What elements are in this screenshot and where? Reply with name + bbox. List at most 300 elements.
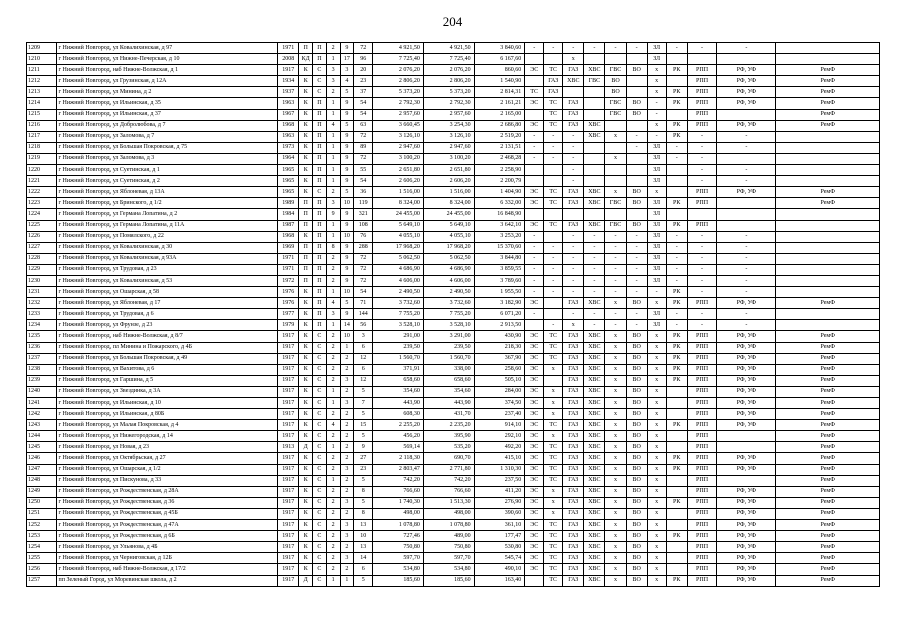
table-cell: К bbox=[299, 553, 313, 564]
table-cell: 2 bbox=[340, 453, 354, 464]
table-cell: РК bbox=[666, 331, 687, 342]
table-cell: - bbox=[626, 309, 647, 320]
table-cell: ВО bbox=[626, 353, 647, 364]
table-cell: 9 bbox=[340, 131, 354, 142]
table-cell: 36 bbox=[354, 187, 373, 198]
table-cell: ГАЗ bbox=[563, 431, 584, 442]
table-cell: г Нижний Новгород, ул Трудовая, д 23 bbox=[56, 264, 278, 275]
table-cell bbox=[525, 54, 544, 65]
table-cell: ХВС bbox=[584, 331, 605, 342]
table-cell: х bbox=[605, 431, 626, 442]
table-row bbox=[27, 520, 880, 531]
table-cell: РПП bbox=[687, 298, 717, 309]
table-cell: 2 bbox=[326, 375, 340, 386]
table-cell: РемФ bbox=[776, 409, 880, 420]
table-cell: ЭС bbox=[525, 564, 544, 575]
table-cell: ЗЛ bbox=[647, 153, 666, 164]
table-cell: ВО bbox=[626, 575, 647, 586]
table-cell: 1239 bbox=[27, 375, 57, 386]
table-cell: РемФ bbox=[776, 508, 880, 519]
table-cell: г Нижний Новгород, ул Рождественская, д 47А bbox=[56, 520, 278, 531]
table-cell: 3 bbox=[340, 398, 354, 409]
table-cell: 1243 bbox=[27, 420, 57, 431]
table-cell: ХВС bbox=[584, 386, 605, 397]
table-cell: 2 bbox=[326, 253, 340, 264]
table-cell: РПП bbox=[687, 386, 717, 397]
table-cell: - bbox=[717, 253, 776, 264]
table-cell: РФ, УФ bbox=[717, 409, 776, 420]
table-cell: 750,80 bbox=[373, 542, 424, 553]
table-cell: ЭС bbox=[525, 442, 544, 453]
table-cell: РК bbox=[666, 364, 687, 375]
table-cell: ГАЗ bbox=[563, 353, 584, 364]
table-cell: ХВС bbox=[584, 553, 605, 564]
table-cell: 1 bbox=[326, 320, 340, 331]
table-cell: ГАЗ bbox=[544, 76, 563, 87]
table-cell: 2 bbox=[326, 331, 340, 342]
table-cell: ЭС bbox=[525, 331, 544, 342]
table-cell: КД bbox=[299, 54, 313, 65]
table-cell: РПП bbox=[687, 353, 717, 364]
table-cell: ГАЗ bbox=[563, 531, 584, 542]
table-cell: 498,00 bbox=[423, 508, 474, 519]
table-cell: К bbox=[299, 364, 313, 375]
table-cell: 2 118,30 bbox=[373, 453, 424, 464]
table-cell: - bbox=[605, 231, 626, 242]
table-cell: 443,90 bbox=[423, 398, 474, 409]
table-row bbox=[27, 431, 880, 442]
table-cell: РФ, УФ bbox=[717, 298, 776, 309]
table-cell: С bbox=[313, 331, 327, 342]
table-cell: ГАЗ bbox=[563, 442, 584, 453]
table-cell: РПП bbox=[687, 553, 717, 564]
table-cell: П bbox=[313, 153, 327, 164]
table-cell: 10 bbox=[340, 198, 354, 209]
table-cell: х bbox=[544, 431, 563, 442]
table-cell: 2 bbox=[326, 542, 340, 553]
table-cell: 2 bbox=[340, 364, 354, 375]
table-cell: 1219 bbox=[27, 153, 57, 164]
table-cell: 1 bbox=[340, 342, 354, 353]
table-cell: 5 bbox=[354, 409, 373, 420]
table-cell: РК bbox=[666, 497, 687, 508]
table-cell: ТС bbox=[544, 575, 563, 586]
table-cell: г Нижний Новгород, ул Большая Покровская, д 49 bbox=[56, 353, 278, 364]
table-cell: С bbox=[313, 342, 327, 353]
table-row bbox=[27, 209, 880, 220]
table-cell: К bbox=[299, 187, 313, 198]
table-cell: ВО bbox=[626, 531, 647, 542]
table-cell: х bbox=[605, 542, 626, 553]
table-cell: 1917 bbox=[278, 420, 299, 431]
table-cell bbox=[776, 209, 880, 220]
table-cell: х bbox=[605, 453, 626, 464]
table-cell: ЗЛ bbox=[647, 264, 666, 275]
table-cell: - bbox=[666, 264, 687, 275]
table-cell: 1965 bbox=[278, 165, 299, 176]
table-cell bbox=[666, 431, 687, 442]
table-cell: 1965 bbox=[278, 187, 299, 198]
table-cell: ГАЗ bbox=[563, 65, 584, 76]
table-cell: 1231 bbox=[27, 287, 57, 298]
table-cell: РПП bbox=[687, 120, 717, 131]
table-cell: 5 bbox=[340, 120, 354, 131]
table-cell: РК bbox=[666, 198, 687, 209]
table-cell: РемФ bbox=[776, 76, 880, 87]
table-cell: 1215 bbox=[27, 109, 57, 120]
table-cell: ЗЛ bbox=[647, 242, 666, 253]
table-cell: 1 bbox=[326, 176, 340, 187]
table-cell bbox=[584, 87, 605, 98]
table-cell: К bbox=[299, 76, 313, 87]
table-cell: - bbox=[647, 109, 666, 120]
table-cell: х bbox=[647, 87, 666, 98]
table-cell: 9 bbox=[340, 153, 354, 164]
table-cell: 390,60 bbox=[474, 508, 525, 519]
table-cell bbox=[666, 542, 687, 553]
table-cell: х bbox=[605, 331, 626, 342]
table-cell: г Нижний Новгород, ул Черниговская, д 12Б bbox=[56, 553, 278, 564]
table-cell: РемФ bbox=[776, 497, 880, 508]
table-cell: - bbox=[563, 309, 584, 320]
table-cell bbox=[776, 264, 880, 275]
table-cell: П bbox=[313, 231, 327, 242]
table-cell: 72 bbox=[354, 275, 373, 286]
table-cell: - bbox=[563, 131, 584, 142]
table-cell: РПП bbox=[687, 520, 717, 531]
table-row bbox=[27, 242, 880, 253]
table-cell bbox=[626, 165, 647, 176]
table-cell: 1209 bbox=[27, 43, 57, 54]
table-cell: 2 490,50 bbox=[423, 287, 474, 298]
table-cell: 3 bbox=[340, 497, 354, 508]
table-cell: 1 bbox=[326, 142, 340, 153]
table-cell: ЗЛ bbox=[647, 43, 666, 54]
table-cell bbox=[776, 287, 880, 298]
table-cell: С bbox=[313, 87, 327, 98]
table-cell: 1917 bbox=[278, 364, 299, 375]
table-cell: - bbox=[626, 43, 647, 54]
table-cell: - bbox=[626, 231, 647, 242]
table-cell: 1 516,00 bbox=[373, 187, 424, 198]
table-cell: РемФ bbox=[776, 198, 880, 209]
table-cell: х bbox=[605, 409, 626, 420]
page-number: 204 bbox=[442, 14, 463, 29]
table-cell: ХВС bbox=[584, 431, 605, 442]
table-cell: 4 bbox=[340, 76, 354, 87]
table-cell bbox=[525, 109, 544, 120]
table-cell: 2 947,60 bbox=[423, 142, 474, 153]
table-cell: ХВС bbox=[584, 120, 605, 131]
table-cell: 237,50 bbox=[474, 475, 525, 486]
table-cell: 597,70 bbox=[423, 553, 474, 564]
table-cell: 1984 bbox=[278, 209, 299, 220]
table-cell: С bbox=[313, 475, 327, 486]
table-cell: ТС bbox=[544, 453, 563, 464]
table-cell: - bbox=[605, 264, 626, 275]
table-cell: ХВС bbox=[584, 497, 605, 508]
table-cell: 2 131,51 bbox=[474, 142, 525, 153]
table-row bbox=[27, 153, 880, 164]
table-cell: х bbox=[647, 353, 666, 364]
table-cell: П bbox=[313, 309, 327, 320]
table-cell: х bbox=[605, 486, 626, 497]
table-cell bbox=[776, 153, 880, 164]
table-cell: ЭС bbox=[525, 542, 544, 553]
table-cell: ТС bbox=[544, 475, 563, 486]
table-cell: - bbox=[544, 242, 563, 253]
table-cell: ТС bbox=[544, 342, 563, 353]
table-cell: 12 bbox=[354, 375, 373, 386]
table-cell: - bbox=[666, 309, 687, 320]
table-cell: 1 bbox=[326, 131, 340, 142]
table-cell: - bbox=[563, 275, 584, 286]
table-cell: П bbox=[299, 43, 313, 54]
table-cell: 3 642,10 bbox=[474, 220, 525, 231]
table-row bbox=[27, 553, 880, 564]
table-cell: ЗЛ bbox=[647, 275, 666, 286]
table-cell: 10 bbox=[340, 231, 354, 242]
table-cell: РПП bbox=[687, 398, 717, 409]
table-cell: ЭС bbox=[525, 409, 544, 420]
table-cell: х bbox=[647, 508, 666, 519]
table-cell: 1246 bbox=[27, 453, 57, 464]
table-cell: П bbox=[313, 198, 327, 209]
table-cell: 1233 bbox=[27, 309, 57, 320]
table-cell: К bbox=[299, 398, 313, 409]
table-cell: - bbox=[687, 309, 717, 320]
table-cell bbox=[626, 209, 647, 220]
table-cell bbox=[525, 165, 544, 176]
table-cell: ТС bbox=[544, 353, 563, 364]
table-cell: РПП bbox=[687, 76, 717, 87]
table-cell: 1971 bbox=[278, 253, 299, 264]
table-cell bbox=[525, 320, 544, 331]
table-cell: - bbox=[584, 231, 605, 242]
table-cell: г Нижний Новгород, ул Ульянова, д 4Б bbox=[56, 542, 278, 553]
table-cell: 2 651,80 bbox=[423, 165, 474, 176]
table-cell: П bbox=[313, 242, 327, 253]
table-cell: - bbox=[544, 320, 563, 331]
table-cell: 9 bbox=[340, 253, 354, 264]
table-cell: 9 bbox=[340, 98, 354, 109]
table-cell: ХВС bbox=[584, 409, 605, 420]
table-cell: - bbox=[626, 320, 647, 331]
table-cell: 4 606,00 bbox=[423, 275, 474, 286]
table-cell: ГАЗ bbox=[563, 198, 584, 209]
table-cell: 4 686,90 bbox=[423, 264, 474, 275]
table-cell: РемФ bbox=[776, 109, 880, 120]
table-cell: ВО bbox=[626, 298, 647, 309]
table-cell: ВО bbox=[626, 464, 647, 475]
table-cell: х bbox=[647, 76, 666, 87]
table-cell bbox=[626, 76, 647, 87]
table-cell: РемФ bbox=[776, 364, 880, 375]
table-cell: 177,47 bbox=[474, 531, 525, 542]
table-cell: 3 bbox=[340, 464, 354, 475]
table-cell: 5 bbox=[340, 87, 354, 98]
table-cell: РФ, УФ bbox=[717, 575, 776, 586]
table-cell: 1232 bbox=[27, 298, 57, 309]
table-cell: 2 161,21 bbox=[474, 98, 525, 109]
table-cell: К bbox=[299, 98, 313, 109]
table-cell: К bbox=[299, 542, 313, 553]
table-cell: 3 859,55 bbox=[474, 264, 525, 275]
table-cell: - bbox=[647, 287, 666, 298]
table-cell: 4 686,90 bbox=[373, 264, 424, 275]
table-cell: К bbox=[299, 486, 313, 497]
table-cell: С bbox=[313, 497, 327, 508]
table-cell: РФ, УФ bbox=[717, 508, 776, 519]
table-cell: - bbox=[687, 275, 717, 286]
table-cell: ХВС bbox=[584, 420, 605, 431]
table-cell: 1 bbox=[340, 575, 354, 586]
table-cell: ВО bbox=[626, 98, 647, 109]
table-cell: ВО bbox=[626, 520, 647, 531]
table-cell: х bbox=[647, 564, 666, 575]
table-cell: ВО bbox=[626, 198, 647, 209]
table-cell: 1 078,80 bbox=[373, 520, 424, 531]
table-cell: - bbox=[563, 242, 584, 253]
table-cell: х bbox=[605, 386, 626, 397]
table-cell: К bbox=[299, 298, 313, 309]
table-cell: 288 bbox=[354, 242, 373, 253]
table-cell: - bbox=[717, 165, 776, 176]
table-cell: - bbox=[717, 264, 776, 275]
table-cell: ТС bbox=[544, 65, 563, 76]
table-cell: - bbox=[717, 275, 776, 286]
table-cell: г Нижний Новгород, наб Нижне-Волжская, д 1 bbox=[56, 65, 278, 76]
table-cell: 1 404,90 bbox=[474, 187, 525, 198]
table-cell: 1989 bbox=[278, 198, 299, 209]
table-cell: 1252 bbox=[27, 520, 57, 531]
table-cell: 1964 bbox=[278, 153, 299, 164]
table-cell: 17 968,20 bbox=[373, 242, 424, 253]
table-cell: ТС bbox=[544, 442, 563, 453]
table-cell: К bbox=[299, 431, 313, 442]
table-cell: 1216 bbox=[27, 120, 57, 131]
table-cell: г Нижний Новгород, ул Рождественская, д 45Б bbox=[56, 508, 278, 519]
table-cell: ЭС bbox=[525, 353, 544, 364]
table-cell: г Нижний Новгород, ул Суетинская, д 1 bbox=[56, 165, 278, 176]
table-cell: 1254 bbox=[27, 542, 57, 553]
table-cell: г Нижний Новгород, пл Минина и Пожарского, д 4Б bbox=[56, 342, 278, 353]
table-cell: 23 bbox=[354, 76, 373, 87]
table-cell: П bbox=[313, 43, 327, 54]
table-cell: ХВС bbox=[584, 531, 605, 542]
table-row bbox=[27, 386, 880, 397]
table-cell: 7 725,40 bbox=[373, 54, 424, 65]
table-cell: РемФ bbox=[776, 575, 880, 586]
table-cell bbox=[544, 165, 563, 176]
table-cell: х bbox=[647, 475, 666, 486]
table-cell: 1242 bbox=[27, 409, 57, 420]
table-cell: ВО bbox=[626, 486, 647, 497]
table-row bbox=[27, 331, 880, 342]
table-cell bbox=[776, 131, 880, 142]
table-row bbox=[27, 231, 880, 242]
table-cell: РПП bbox=[687, 187, 717, 198]
table-cell: 2 bbox=[340, 420, 354, 431]
table-cell: ЭС bbox=[525, 220, 544, 231]
table-cell: РФ, УФ bbox=[717, 531, 776, 542]
table-cell: г Нижний Новгород, ул Грузинская, д 12А bbox=[56, 76, 278, 87]
table-cell: 2 771,80 bbox=[423, 464, 474, 475]
table-cell: РК bbox=[666, 131, 687, 142]
table-cell: 2 686,80 bbox=[474, 120, 525, 131]
table-cell: 1223 bbox=[27, 198, 57, 209]
table-cell: С bbox=[313, 398, 327, 409]
table-cell: РФ, УФ bbox=[717, 65, 776, 76]
table-cell: - bbox=[563, 231, 584, 242]
table-cell: - bbox=[626, 275, 647, 286]
table-cell: 3 bbox=[340, 531, 354, 542]
table-cell: ВО bbox=[626, 386, 647, 397]
table-cell: 1224 bbox=[27, 209, 57, 220]
table-cell: ЭС bbox=[525, 65, 544, 76]
table-cell: 9 bbox=[340, 165, 354, 176]
table-cell: 1917 bbox=[278, 331, 299, 342]
table-cell: 1917 bbox=[278, 486, 299, 497]
table-cell: х bbox=[605, 531, 626, 542]
table-cell: - bbox=[666, 43, 687, 54]
table-cell: 3 bbox=[340, 553, 354, 564]
table-cell: х bbox=[647, 298, 666, 309]
table-cell bbox=[563, 87, 584, 98]
table-cell: 56 bbox=[354, 320, 373, 331]
table-cell: х bbox=[605, 442, 626, 453]
table-cell: 354,60 bbox=[423, 386, 474, 397]
table-row bbox=[27, 198, 880, 209]
table-cell bbox=[666, 508, 687, 519]
table-cell: 1965 bbox=[278, 176, 299, 187]
table-cell: 1257 bbox=[27, 575, 57, 586]
table-cell: ГАЗ bbox=[563, 508, 584, 519]
table-cell bbox=[544, 176, 563, 187]
table-cell: ГАЗ bbox=[563, 398, 584, 409]
table-cell: х bbox=[647, 442, 666, 453]
table-cell: 1 310,30 bbox=[474, 464, 525, 475]
table-cell: х bbox=[605, 575, 626, 586]
table-cell: К bbox=[299, 475, 313, 486]
table-cell: - bbox=[525, 131, 544, 142]
table-cell: 2 957,60 bbox=[373, 109, 424, 120]
table-cell: - bbox=[525, 231, 544, 242]
table-cell: РПП bbox=[687, 331, 717, 342]
table-cell: - bbox=[626, 264, 647, 275]
table-cell: РФ, УФ bbox=[717, 497, 776, 508]
table-cell: 5 373,20 bbox=[373, 87, 424, 98]
table-cell: - bbox=[544, 131, 563, 142]
table-row bbox=[27, 353, 880, 364]
table-cell: 284,00 bbox=[474, 386, 525, 397]
table-cell: П bbox=[313, 264, 327, 275]
table-cell: РПП bbox=[687, 198, 717, 209]
table-cell: РемФ bbox=[776, 353, 880, 364]
table-cell: г Нижний Новгород, ул Ильинская, д 80Б bbox=[56, 409, 278, 420]
table-cell: ГВС bbox=[605, 98, 626, 109]
table-cell: 492,20 bbox=[474, 442, 525, 453]
table-cell: - bbox=[666, 153, 687, 164]
table-cell: П bbox=[313, 54, 327, 65]
table-cell: ЭС bbox=[525, 398, 544, 409]
table-cell: ЗЛ bbox=[647, 209, 666, 220]
table-cell: РемФ bbox=[776, 464, 880, 475]
table-cell: 24 455,00 bbox=[423, 209, 474, 220]
table-cell: - bbox=[584, 309, 605, 320]
table-cell: РПП bbox=[687, 497, 717, 508]
table-cell: С bbox=[313, 375, 327, 386]
